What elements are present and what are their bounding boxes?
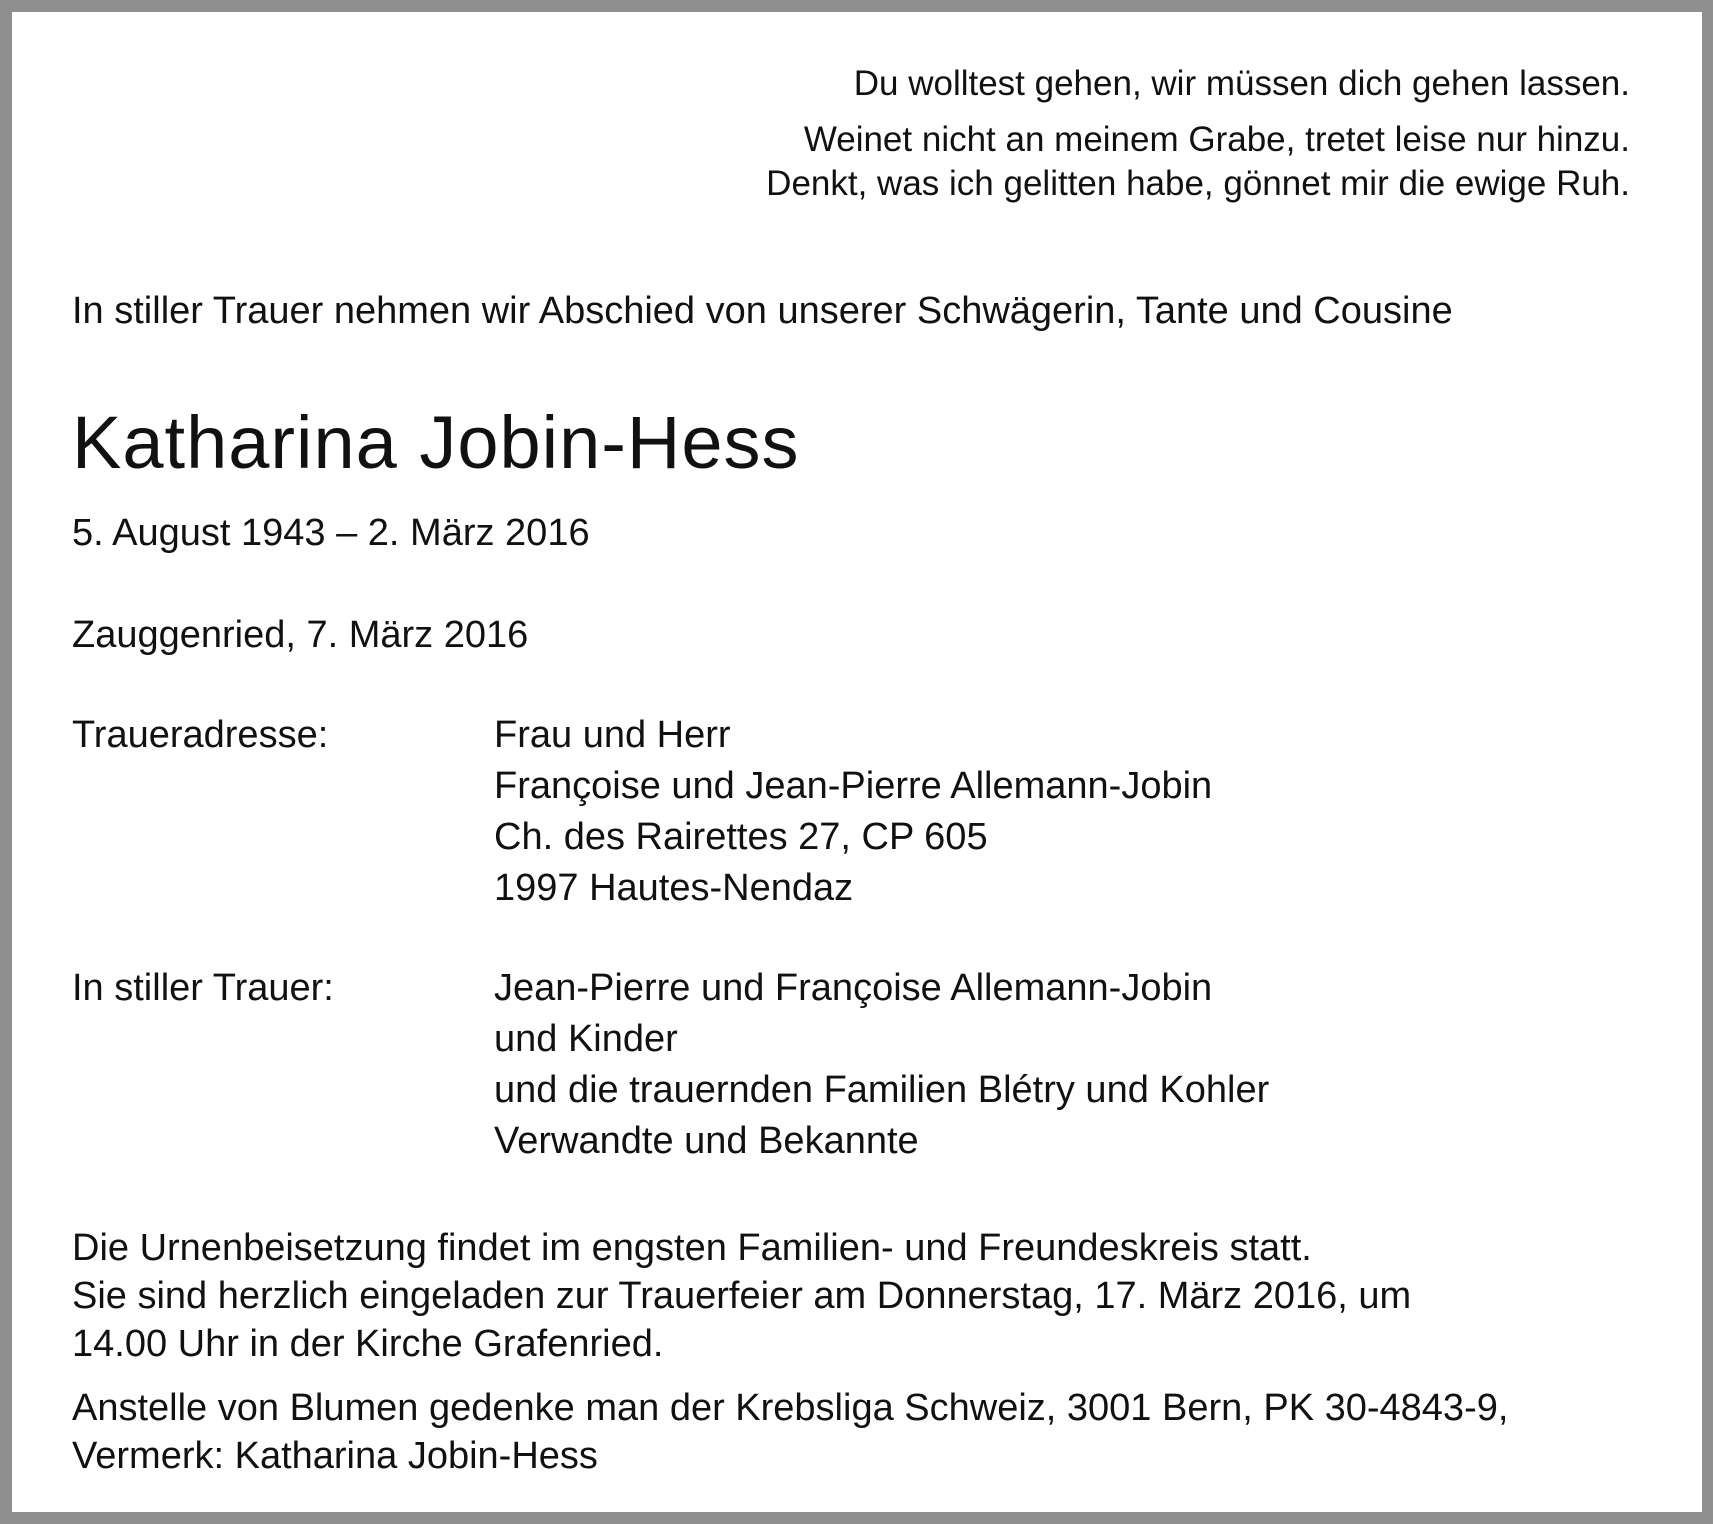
mourners-label: In stiller Trauer: xyxy=(72,967,334,1009)
mourner-line: Verwandte und Bekannte xyxy=(494,1120,919,1162)
motto-verse xyxy=(766,62,1630,206)
donation-notice xyxy=(72,1384,1632,1480)
mourner-line: und die trauernden Familien Blétry und Kohler xyxy=(494,1069,1270,1111)
place-and-date: Zauggenried, 7. März 2016 xyxy=(72,614,529,656)
mourners xyxy=(72,963,1270,1173)
notice-line: Sie sind herzlich eingeladen zur Trauerfeier am Donnerstag, 17. März 2016, um xyxy=(72,1275,1412,1317)
address-line: Frau und Herr xyxy=(494,714,731,756)
address-line: Ch. des Rairettes 27, CP 605 xyxy=(494,816,988,858)
funeral-notice xyxy=(72,1224,1532,1368)
address-line: 1997 Hautes-Nendaz xyxy=(494,867,854,909)
donation-line: Vermerk: Katharina Jobin-Hess xyxy=(72,1435,598,1477)
motto-line: Du wolltest gehen, wir müssen dich gehen lassen. xyxy=(853,64,1630,103)
obituary-notice xyxy=(12,12,1702,1512)
donation-line: Anstelle von Blumen gedenke man der Krebsliga Schweiz, 3001 Bern, PK 30-4843-9, xyxy=(72,1387,1509,1429)
mourners-lines xyxy=(494,963,1269,1167)
deceased-name: Katharina Jobin-Hess xyxy=(72,401,800,484)
notice-line: Die Urnenbeisetzung findet im engsten Familien- und Freundeskreis statt. xyxy=(72,1227,1312,1269)
motto-line: Weinet nicht an meinem Grabe, tretet leise nur hinzu. xyxy=(803,120,1630,159)
mourner-line: Jean-Pierre und Françoise Allemann-Jobin xyxy=(494,967,1213,1009)
intro-text: In stiller Trauer nehmen wir Abschied von unserer Schwägerin, Tante und Cousine xyxy=(72,290,1453,332)
motto-line: Denkt, was ich gelitten habe, gönnet mir die ewige Ruh. xyxy=(766,164,1630,203)
mourning-address xyxy=(72,710,1213,920)
address-lines xyxy=(494,710,1212,914)
mourner-line: und Kinder xyxy=(494,1018,678,1060)
address-label: Traueradresse: xyxy=(72,714,329,756)
life-dates: 5. August 1943 – 2. März 2016 xyxy=(72,512,590,554)
notice-line: 14.00 Uhr in der Kirche Grafenried. xyxy=(72,1323,664,1365)
address-line: Françoise und Jean-Pierre Allemann-Jobin xyxy=(494,765,1213,807)
